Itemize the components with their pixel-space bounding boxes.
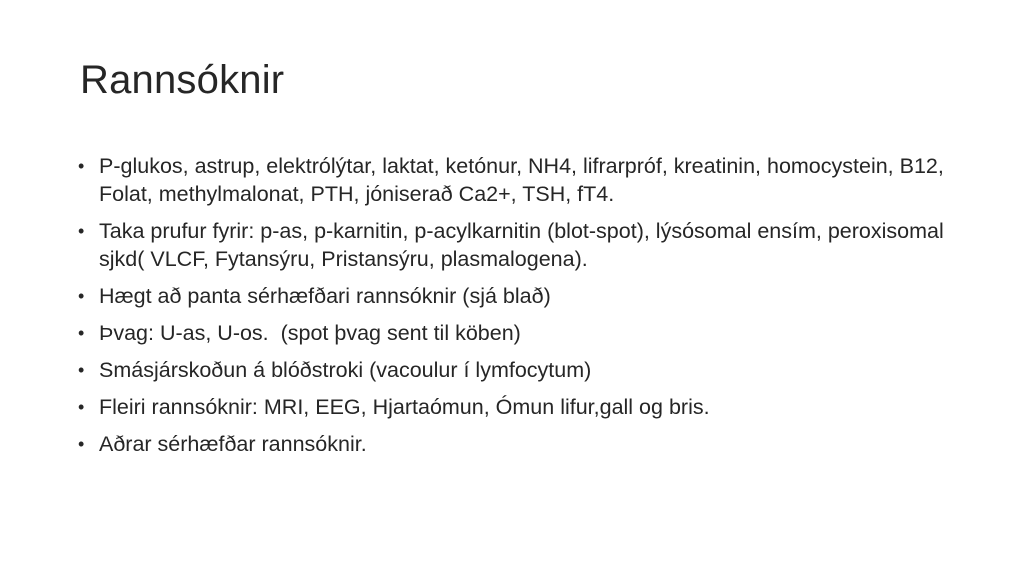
bullet-dot-icon: • <box>78 434 85 454</box>
bullet-text: Hægt að panta sérhæfðari rannsóknir (sjá blað) <box>99 284 551 308</box>
bullet-item <box>78 356 958 384</box>
bullet-item <box>78 319 958 347</box>
bullet-dot-icon: • <box>78 221 85 241</box>
bullet-list <box>78 152 958 467</box>
bullet-dot-icon: • <box>78 397 85 417</box>
bullet-item <box>78 217 958 273</box>
bullet-dot-icon: • <box>78 286 85 306</box>
bullet-text: Smásjárskoðun á blóðstroki (vacoulur í lymfocytum) <box>99 358 592 382</box>
bullet-text: Taka prufur fyrir: p-as, p-karnitin, p-acylkarnitin (blot-spot), lýsósomal ensím, peroxisomal sjkd( VLCF, Fytansýru, Pristansýru, plasmalogena). <box>99 219 944 271</box>
bullet-item <box>78 393 958 421</box>
bullet-dot-icon: • <box>78 360 85 380</box>
bullet-text: P-glukos, astrup, elektrólýtar, laktat, ketónur, NH4, lifrarpróf, kreatinin, homocystein, B12, Folat, methylmalonat, PTH, jóniserað Ca2+, TSH, fT4. <box>99 154 944 206</box>
bullet-item <box>78 282 958 310</box>
bullet-item <box>78 152 958 208</box>
bullet-dot-icon: • <box>78 156 85 176</box>
bullet-text: Aðrar sérhæfðar rannsóknir. <box>99 432 367 456</box>
slide-title: Rannsóknir <box>80 58 285 102</box>
bullet-text: Þvag: U-as, U-os. (spot þvag sent til köben) <box>99 321 521 345</box>
bullet-item <box>78 430 958 458</box>
bullet-dot-icon: • <box>78 323 85 343</box>
bullet-text: Fleiri rannsóknir: MRI, EEG, Hjartaómun, Ómun lifur,gall og bris. <box>99 395 710 419</box>
